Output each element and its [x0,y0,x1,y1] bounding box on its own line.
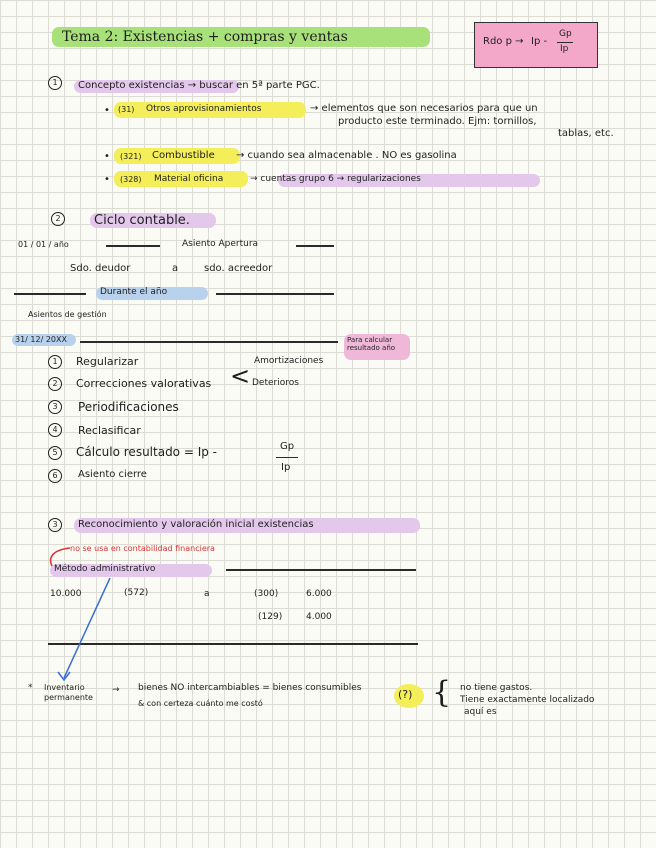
section-3-heading: Reconocimiento y valoración inicial existencias [78,519,314,530]
page-title: Tema 2: Existencias + compras y ventas [62,29,348,45]
right-note-1: no tiene gastos. [460,683,533,693]
inventario-label-1: Inventario [44,683,85,692]
arrow-right: → [112,685,120,695]
row1-a: a [204,589,210,599]
right-note-3: aquí es [464,707,497,717]
step-5-number: 5 [48,446,62,460]
row1-value: 6.000 [306,589,332,599]
formula-ip: Ip - [531,36,548,47]
item-328-desc: → cuentas grupo 6 → regularizaciones [250,174,421,184]
calc-den: Ip [281,462,291,473]
formula-den: Ip [560,44,569,54]
item-31-label: Otros aprovisionamientos [146,104,262,114]
calc-num: Gp [280,441,295,452]
row2-account-2: (129) [258,612,283,622]
formula-num: Gp [559,29,572,39]
section-2-heading: Ciclo contable. [94,213,190,228]
item-328-label: Material oficina [154,174,224,184]
asientos-gestion: Asientos de gestión [28,310,107,319]
step-4-text: Reclasificar [78,424,141,437]
amortizaciones: Amortizaciones [254,356,324,366]
step-2-text: Correcciones valorativas [76,377,212,390]
row1-account-2: (300) [254,589,279,599]
star-mark: * [28,683,33,693]
date-close: 31/ 12/ 20XX [15,335,67,344]
item-321-code: (321) [120,152,142,161]
step-4-number: 4 [48,423,62,437]
deterioros: Deterioros [252,378,299,388]
saldo-acreedor: sdo. acreedor [204,263,273,274]
metodo-administrativo: Método administrativo [54,564,156,574]
row2-value: 4.000 [306,612,332,622]
bienes-line-1: bienes NO intercambiables = bienes consumibles [138,683,362,693]
step-3-number: 3 [48,400,62,414]
section-1-heading: Concepto existencias → buscar en 5ª parte PGC. [78,80,320,91]
item-321-label: Combustible [152,150,215,161]
red-note: no se usa en contabilidad financiera [70,544,215,553]
section-3-number: 3 [48,518,62,532]
a-label: a [172,263,179,274]
brace: { [432,675,452,710]
item-31-code: (31) [118,105,135,114]
branch-symbol: < [230,362,251,390]
step-1-text: Regularizar [76,355,139,368]
bullet: • [104,174,110,185]
date-open: 01 / 01 / año [18,240,69,249]
item-321-desc: → cuando sea almacenable . NO es gasolina [236,150,457,161]
section-1-number: 1 [48,76,62,90]
section-2-number: 2 [51,212,65,226]
blue-arrow [64,578,110,678]
row1-amount: 10.000 [50,589,82,599]
red-curve-arrow [51,548,70,566]
item-31-desc-1: → elementos que son necesarios para que un [310,103,538,114]
inventario-label-2: permanente [44,693,93,702]
item-328-code: (328) [120,175,142,184]
para-calcular-note: Para calcular resultado año [347,336,396,352]
step-2-number: 2 [48,377,62,391]
step-6-text: Asiento cierre [78,469,147,480]
right-note-2: Tiene exactamente localizado [460,695,595,705]
blue-arrow-head [58,672,70,680]
step-6-number: 6 [48,469,62,483]
item-31-desc-3: tablas, etc. [558,128,614,139]
formula-lhs: Rdo p → [483,36,524,47]
bullet: • [104,105,110,116]
asiento-apertura: Asiento Apertura [182,239,259,249]
step-5-text: Cálculo resultado = Ip - [76,445,218,459]
step-3-text: Periodificaciones [78,400,179,414]
row1-account-1: (572) [124,588,149,598]
bienes-line-2: & con certeza cuánto me costó [138,699,263,708]
question-mark: (?) [398,688,413,701]
item-31-desc-2: producto este terminado. Ejm: tornillos, [338,116,537,127]
step-1-number: 1 [48,355,62,369]
bullet: • [104,151,110,162]
durante-el-ano: Durante el año [100,287,168,297]
saldo-deudor: Sdo. deudor [70,263,131,274]
